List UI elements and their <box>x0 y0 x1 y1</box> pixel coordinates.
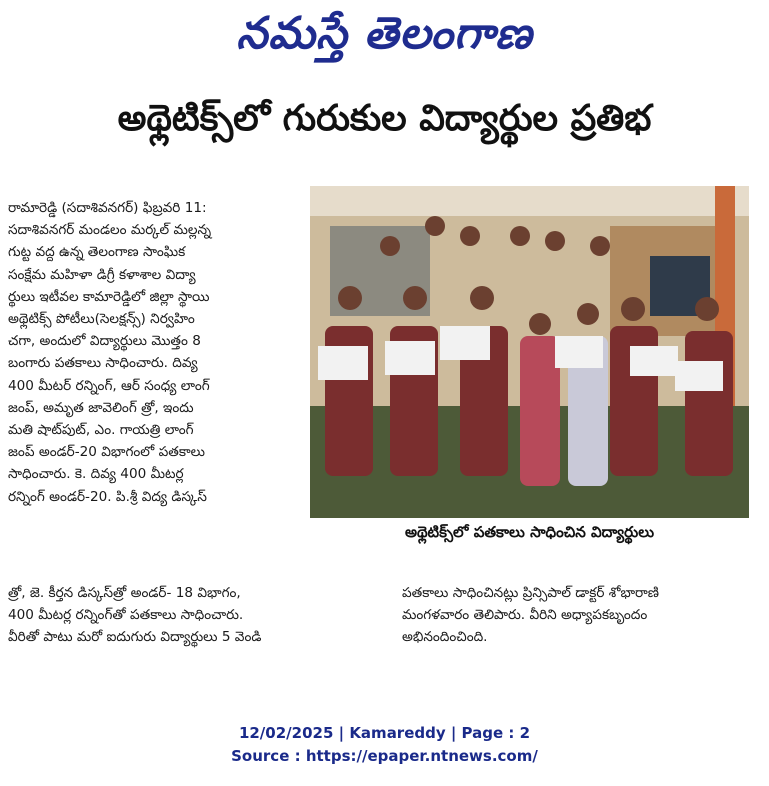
headline: అథ్లెటిక్స్‌లో గురుకుల విద్యార్థుల ప్రతిభ <box>117 98 652 139</box>
article-line: సాధించారు. కె. దివ్య 400 మీటర్ల <box>8 466 184 483</box>
article-line: బంగారు పతకాలు సాధించారు. దివ్య <box>8 355 198 372</box>
article-line: జంప్, అమృత జావెలింగ్ త్రో, ఇందు <box>8 399 194 416</box>
news-photo <box>310 186 749 518</box>
article-line: సంక్షేమ మహిళా డిగ్రీ కళాశాల విద్యా <box>8 266 196 283</box>
footer-date-location: 12/02/2025 | Kamareddy | Page : 2 <box>238 724 531 742</box>
article-line: ర్థులు ఇటీవల కామారెడ్డిలో జిల్లా స్థాయి <box>8 288 210 305</box>
students-photo-image <box>310 186 749 518</box>
photo-caption: అథ్లెటిక్స్‌లో పతకాలు సాధించిన విద్యార్థులు <box>404 523 655 541</box>
article-line: మతి షాట్‌పుట్, ఎం. గాయత్రి లాంగ్ <box>8 422 194 438</box>
article-line: చగా, అందులో విద్యార్థులు మొత్తం 8 <box>8 333 201 350</box>
article-line: రామారెడ్డి (సదాశివనగర్) ఫిబ్రవరి 11: <box>8 200 207 216</box>
masthead: నమస్తే తెలంగాణ <box>236 8 533 59</box>
footer-source: Source : https://epaper.ntnews.com/ <box>231 747 538 765</box>
article-line: పతకాలు సాధించినట్లు ప్రిన్సిపాల్ డాక్టర్ శోభారాణి <box>402 585 659 601</box>
article-line: అభినందించింది. <box>402 629 488 646</box>
article-line: 400 మీటర్ రన్నింగ్, ఆర్ సంధ్య లాంగ్ <box>8 377 210 394</box>
article-line: రన్నింగ్ అండర్-20. పి.శ్రీ విద్య డిస్కస్ <box>8 488 207 505</box>
article-line: 400 మీటర్ల రన్నింగ్‌తో పతకాలు సాధించారు. <box>8 607 244 624</box>
article-line: త్రో, జె. కీర్తన డిస్కస్‌త్రో అండర్- 18 విభాగం, <box>8 585 241 601</box>
article-line: వీరితో పాటు మరో ఐదుగురు విద్యార్థులు 5 వెండి <box>8 629 262 646</box>
article-line: జంప్ అండర్-20 విభాగంలో పతకాలు <box>8 444 205 461</box>
article-line: అథ్లెటిక్స్ పోటీలు(సెలక్షన్స్) నిర్వహిం <box>8 311 195 327</box>
article-line: సదాశివనగర్ మండలం మర్కల్ మల్లన్న <box>8 222 212 239</box>
article-line: గుట్ట వద్ద ఉన్న తెలంగాణ సాంఘిక <box>8 244 186 261</box>
article-line: మంగళవారం తెలిపారు. వీరిని అధ్యాపకబృందం <box>402 607 648 624</box>
